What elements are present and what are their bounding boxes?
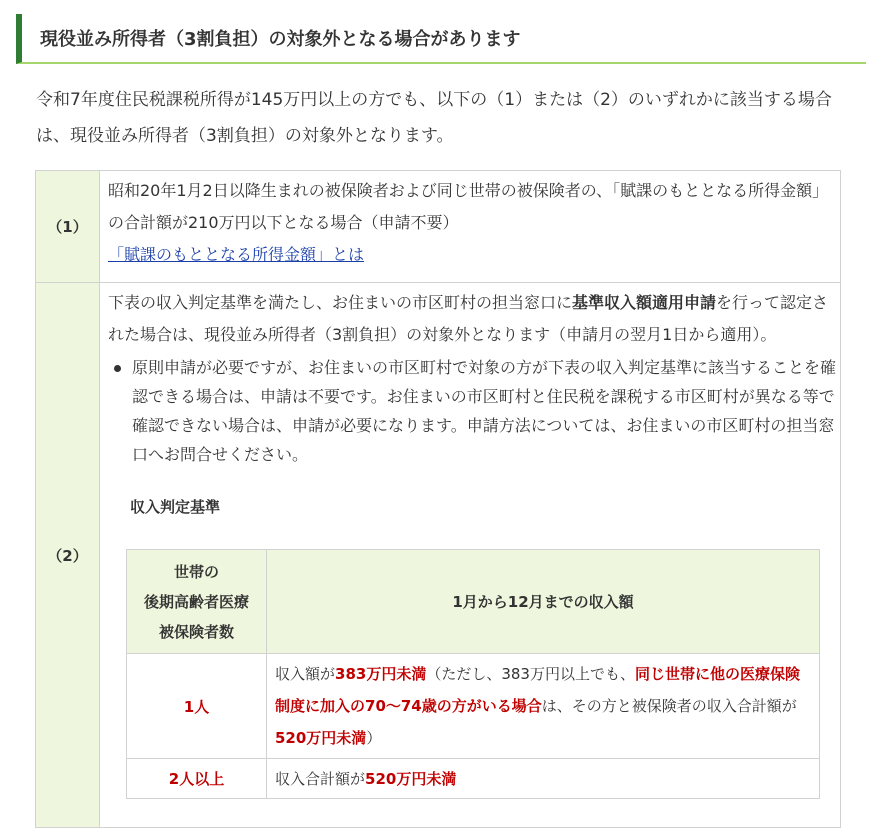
highlight: 同じ世帯に他の医療保険制度に加入の70～74歳の方がいる場合 [275, 665, 800, 715]
household-one: 1人 [127, 654, 267, 759]
household-two-plus: 2人以上 [127, 759, 267, 799]
highlight: 520万円未満 [275, 729, 367, 747]
condition-content-2 [108, 287, 838, 523]
bullet-text: 原則申請が必要ですが、お住まいの市区町村で対象の方が下表の収入判定基準に該当することを確認できる場合は、申請は不要です。お住まいの市区町村と住民税を課税する市区町村が異なる等で確認できない場合は、申請が必要になります。申請方法については、お住まいの市区町村の担当窓口へお問合せください。 [132, 358, 837, 464]
table-row [127, 759, 820, 799]
text-part: 収入額が [275, 665, 336, 683]
application-name: 基準収入額適用申請 [572, 293, 717, 312]
condition-text-1: 昭和20年1月2日以降生まれの被保険者および同じ世帯の被保険者の、「賦課のもととなる所得金額」の合計額が210万円以下となる場合（申請不要） [108, 181, 829, 232]
text-part: （ただし、383万円以上でも、 [426, 665, 635, 683]
condition-number-2: （2） [36, 283, 100, 827]
income-definition-link[interactable]: 「賦課のもととなる所得金額」とは [108, 245, 365, 264]
highlight: 520万円未満 [365, 770, 457, 788]
income-criteria-heading: 収入判定基準 [130, 498, 221, 516]
income-header: 1月から12月までの収入額 [267, 550, 820, 654]
household-count-header [127, 550, 267, 654]
income-criteria-table [126, 549, 820, 799]
conditions-table [35, 170, 841, 828]
income-criterion-one [267, 654, 820, 759]
condition-number-1: （1） [36, 171, 100, 282]
text-part: 収入合計額が [275, 770, 366, 788]
bullet-icon [114, 365, 121, 372]
header-line: 被保険者数 [158, 622, 234, 641]
table-header-row [127, 550, 820, 654]
condition-row-1 [36, 171, 840, 283]
income-criterion-two [267, 759, 820, 799]
header-line: 世帯の [173, 562, 219, 581]
condition-row-2 [36, 283, 840, 827]
table-row [127, 654, 820, 759]
text-part: は、その方と被保険者の収入合計額が [541, 697, 797, 715]
intro-paragraph: 令和7年度住民税課税所得が145万円以上の方でも、以下の（1）または（2）のいずれかに該当する場合は、現役並み所得者（3割負担）の対象外となります。 [36, 90, 832, 146]
condition-text-2 [108, 287, 838, 351]
list-item [108, 353, 838, 469]
text-part: ） [366, 729, 382, 747]
condition-text-2b: を行って認定された場合は、現役並み所得者（3割負担）の対象外となります（申請月の翌月1日から適用）。 [108, 293, 829, 344]
highlight: 383万円未満 [335, 665, 427, 683]
condition-text-2a: 下表の収入判定基準を満たし、お住まいの市区町村の担当窓口に [108, 293, 573, 312]
header-line: 後期高齢者医療 [143, 592, 249, 611]
condition-content-1 [108, 175, 838, 271]
section-heading: 現役並み所得者（3割負担）の対象外となる場合があります [16, 14, 866, 64]
